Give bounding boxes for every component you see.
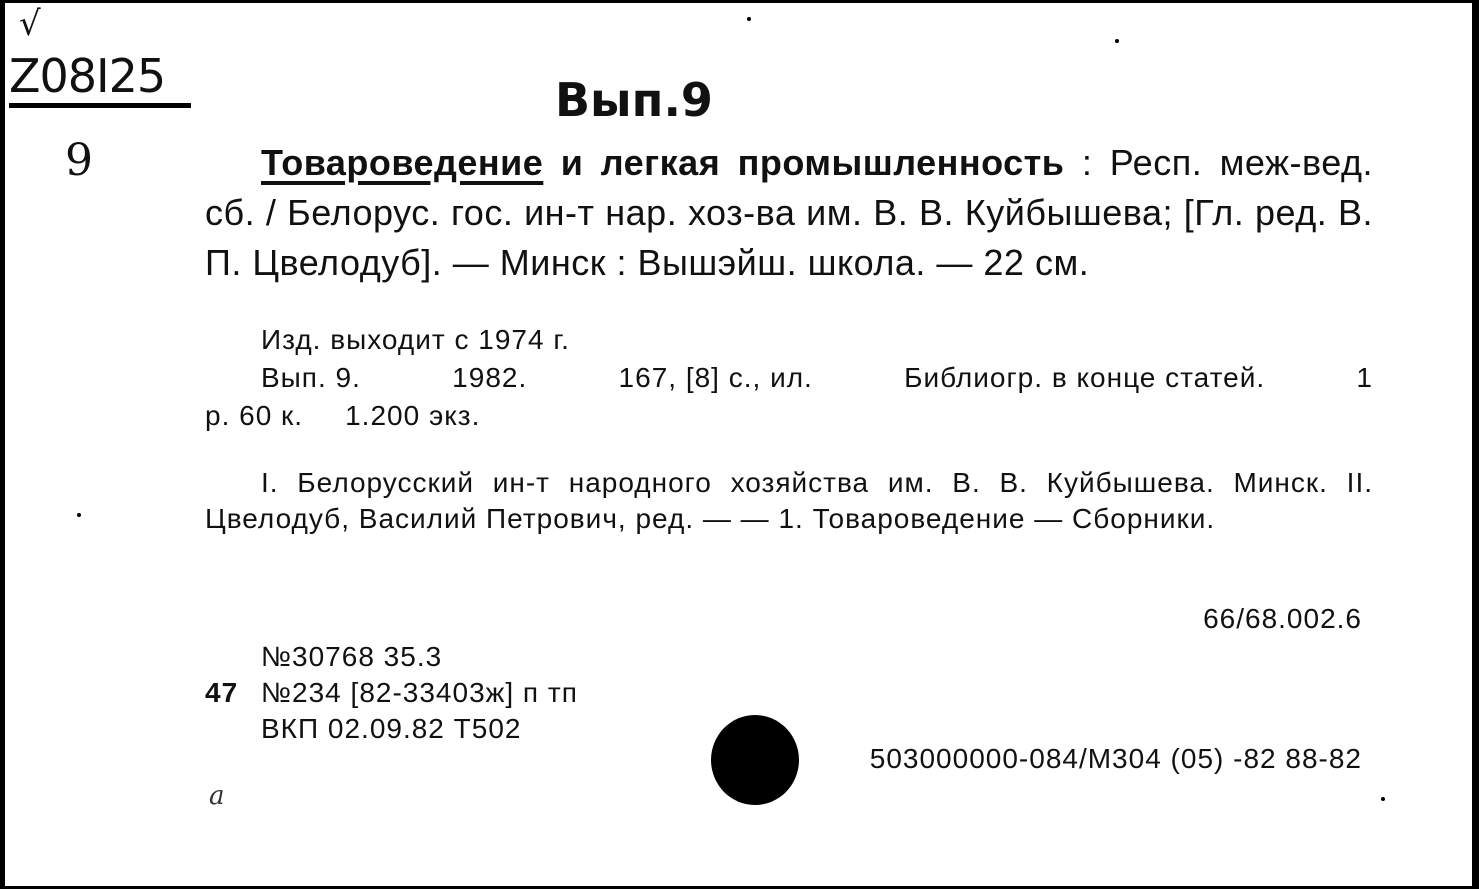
notes-print-run: 1.200 экз. xyxy=(345,400,481,431)
pub-row1: №30768 35.3 xyxy=(261,641,443,672)
publication-info xyxy=(205,639,578,747)
pub-row3: ВКП 02.09.82 Т502 xyxy=(261,713,522,744)
shelf-number: 9 xyxy=(65,135,93,186)
punch-hole xyxy=(711,715,799,805)
entry-title-part1: Товароведение xyxy=(261,142,544,183)
call-number: Z08I25 xyxy=(9,53,191,108)
issue-label: Вып.9 xyxy=(555,73,713,127)
notes-line1: Изд. выходит с 1974 г. xyxy=(261,324,570,355)
tracings-text: I. Белорусский ин-т народного хозяйства им. В. В. Куйбышева. Минск. II. Цвелодуб, Василий Петрович, ред. — — 1. Товароведение — Сборники. xyxy=(205,467,1373,534)
entry-description: : Респ. меж-вед. сб. / Белорус. гос. ин-т нар. хоз-ва им. В. В. Куйбышева; [Гл. ред. В. П. Цвелодуб]. — Минск : Вышэйш. школа. — 22 см. xyxy=(205,142,1373,283)
notes-price-rub: 1 xyxy=(1356,362,1373,393)
dust-speck xyxy=(1381,797,1385,801)
pub-row2: №234 [82-33403ж] п тп xyxy=(261,677,578,708)
main-entry xyxy=(205,138,1373,288)
classification-code: 503000000-084/М304 (05) -82 88-82 xyxy=(869,743,1362,774)
tracings xyxy=(205,465,1373,537)
handwritten-check-mark: √ xyxy=(19,4,41,44)
notes-pages: 167, [8] с., ил. xyxy=(618,362,813,393)
pub-row2-lead: 47 xyxy=(205,677,239,708)
notes-block xyxy=(205,321,1373,435)
notes-issue: Вып. 9. xyxy=(261,362,361,393)
notes-price-kop: р. 60 к. xyxy=(205,400,304,431)
entry-title-part2: и легкая промышленность xyxy=(543,142,1065,183)
pencil-mark: a xyxy=(209,781,225,811)
notes-bibliography: Библиогр. в конце статей. xyxy=(904,362,1266,393)
dust-speck xyxy=(77,513,81,517)
dust-speck xyxy=(1115,39,1119,43)
udc-code: 66/68.002.6 xyxy=(1203,603,1362,634)
notes-year: 1982. xyxy=(452,362,528,393)
dust-speck xyxy=(747,17,751,21)
